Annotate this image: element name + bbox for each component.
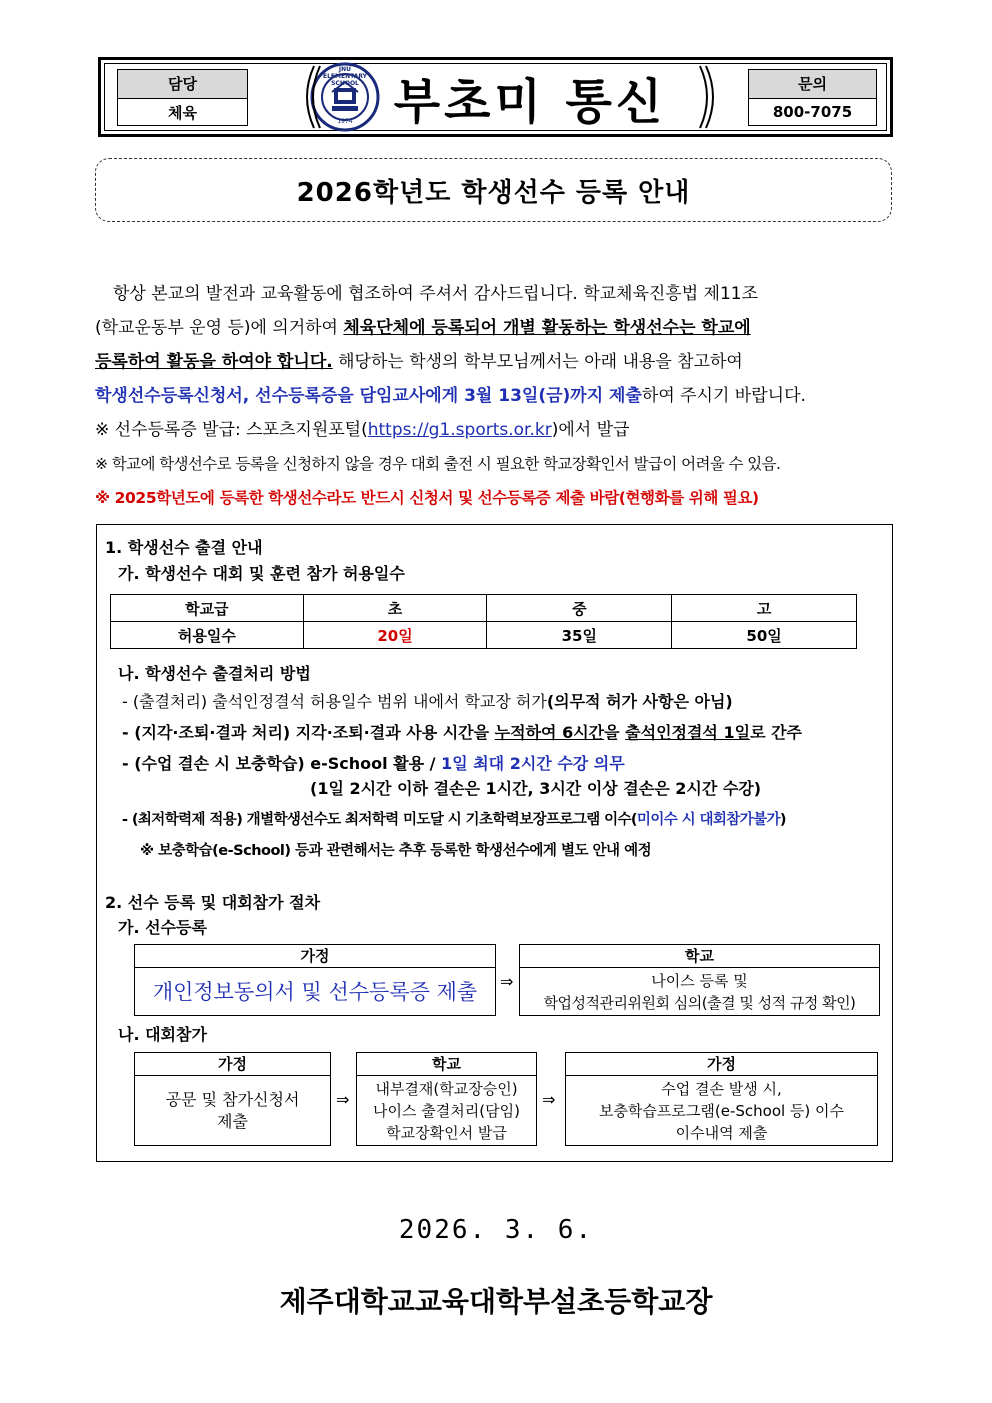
table-cell: 35일 xyxy=(487,622,672,649)
table-cell: 학교급 xyxy=(111,595,304,622)
contact-right-value: 800-7075 xyxy=(772,103,853,122)
comp-arrow-1: ⇒ xyxy=(336,1090,350,1109)
comp-followup-box xyxy=(565,1052,878,1146)
comp-family-head: 가정 xyxy=(135,1053,330,1076)
contact-left-box xyxy=(117,69,248,126)
comp-school-box xyxy=(356,1052,537,1146)
intro-line-2: (학교운동부 운영 등)에 의거하여 체육단체에 등록되어 개별 활동하는 학생선수는 학교에 xyxy=(95,318,751,338)
attendance-item-2: - (지각·조퇴·결과 처리) 지각·조퇴·결과 사용 시간을 누적하여 6시간을 출석인정결석 1일로 간주 xyxy=(122,723,803,742)
comp-school-head: 학교 xyxy=(357,1053,536,1076)
section1-sub-b: 나. 학생선수 출결처리 방법 xyxy=(118,664,311,683)
table-row xyxy=(111,622,857,649)
comp-family-box xyxy=(134,1052,331,1146)
newsletter-title: 부초미 통신 xyxy=(393,73,667,130)
reg-family-head: 가정 xyxy=(135,945,495,968)
attendance-item-3: - (수업 결손 시 보충학습) e-School 활용 / 1일 최대 2시간 수강 의무 xyxy=(122,754,625,773)
note-renewal: ※ 2025학년도에 등록한 학생선수라도 반드시 신청서 및 선수등록증 제출 바람(현행화를 위해 필요) xyxy=(95,489,759,507)
comp-followup-body: 수업 결손 발생 시, 보충학습프로그램(e-School 등) 이수 이수내역 제출 xyxy=(598,1080,845,1142)
reg-family-body: 개인정보동의서 및 선수등록증 제출 xyxy=(152,980,478,1004)
table-cell: 고 xyxy=(672,595,857,622)
section1-heading: 1. 학생선수 출결 안내 xyxy=(105,538,263,557)
section2-sub-a: 가. 선수등록 xyxy=(118,918,207,937)
section2-sub-b: 나. 대회참가 xyxy=(118,1025,207,1044)
sports-portal-link[interactable]: https://g1.sports.or.kr xyxy=(367,420,552,440)
reg-arrow: ⇒ xyxy=(500,972,514,991)
contact-right-box xyxy=(748,69,877,126)
section2-heading: 2. 선수 등록 및 대회참가 절차 xyxy=(105,893,321,912)
table-header-row xyxy=(111,595,857,622)
table-cell: 20일 xyxy=(303,622,487,649)
allowed-days-table xyxy=(110,594,857,649)
notice-title: 2026학년도 학생선수 등록 안내 xyxy=(95,158,892,222)
intro-line-4: 학생선수등록신청서, 선수등록증을 담임교사에게 3월 13일(금)까지 제출하여 주시기 바랍니다. xyxy=(95,386,806,406)
contact-right-label: 문의 xyxy=(749,70,876,99)
reg-family-box xyxy=(134,944,496,1016)
reg-school-head: 학교 xyxy=(520,945,879,968)
section1-sub-a: 가. 학생선수 대회 및 훈련 참가 허용일수 xyxy=(118,564,405,583)
note-registration-warning: ※ 학교에 학생선수로 등록을 신청하지 않을 경우 대회 출전 시 필요한 학교장확인서 발급이 어려울 수 있음. xyxy=(95,455,781,473)
issue-date: 2026. 3. 6. xyxy=(398,1215,594,1245)
reg-school-body: 나이스 등록 및 학업성적관리위원회 심의(출결 및 성적 규정 확인) xyxy=(543,972,856,1012)
intro-line-1: 항상 본교의 발전과 교육활동에 협조하여 주셔서 감사드립니다. 학교체육진흥법 제11조 xyxy=(113,284,759,304)
attendance-item-3-detail: (1일 2시간 이하 결손은 1시간, 3시간 이상 결손은 2시간 수강) xyxy=(310,779,762,798)
contact-left-value: 체육 xyxy=(168,103,197,122)
reg-school-box xyxy=(519,944,880,1016)
attendance-item-4: - (최저학력제 적용) 개별학생선수도 최저학력 미도달 시 기초학력보장프로그램 이수(미이수 시 대회참가불가) xyxy=(122,812,786,828)
contact-left-label: 담당 xyxy=(118,70,247,99)
comp-arrow-2: ⇒ xyxy=(542,1090,556,1109)
intro-line-3: 등록하여 활동을 하여야 합니다. 해당하는 학생의 학부모님께서는 아래 내용을 참고하여 xyxy=(95,352,743,372)
seal-year: 1974 xyxy=(337,118,353,125)
comp-family-body: 공문 및 참가신청서 제출 xyxy=(165,1090,300,1131)
comp-school-body: 내부결재(학교장승인) 나이스 출결처리(담임) 학교장확인서 발급 xyxy=(373,1080,520,1142)
issuer-name: 제주대학교교육대학부설초등학교장 xyxy=(279,1285,713,1318)
table-cell: 허용일수 xyxy=(111,622,304,649)
attendance-item-1: - (출결처리) 출석인정결석 허용일수 범위 내에서 학교장 허가(의무적 허가 사항은 아님) xyxy=(122,692,733,711)
attendance-item-5: ※ 보충학습(e-School) 등과 관련해서는 추후 등록한 학생선수에게 별도 안내 예정 xyxy=(140,843,652,859)
intro-paragraph xyxy=(95,277,895,515)
table-cell: 중 xyxy=(487,595,672,622)
table-cell: 초 xyxy=(303,595,487,622)
comp-followup-head: 가정 xyxy=(566,1053,877,1076)
note-sports-portal: ※ 선수등록증 발급: 스포츠지원포털(https://g1.sports.or.kr)에서 발급 xyxy=(95,420,630,440)
table-cell: 50일 xyxy=(672,622,857,649)
seal-text: JNU ELEMENTARY SCHOOL xyxy=(322,66,368,87)
